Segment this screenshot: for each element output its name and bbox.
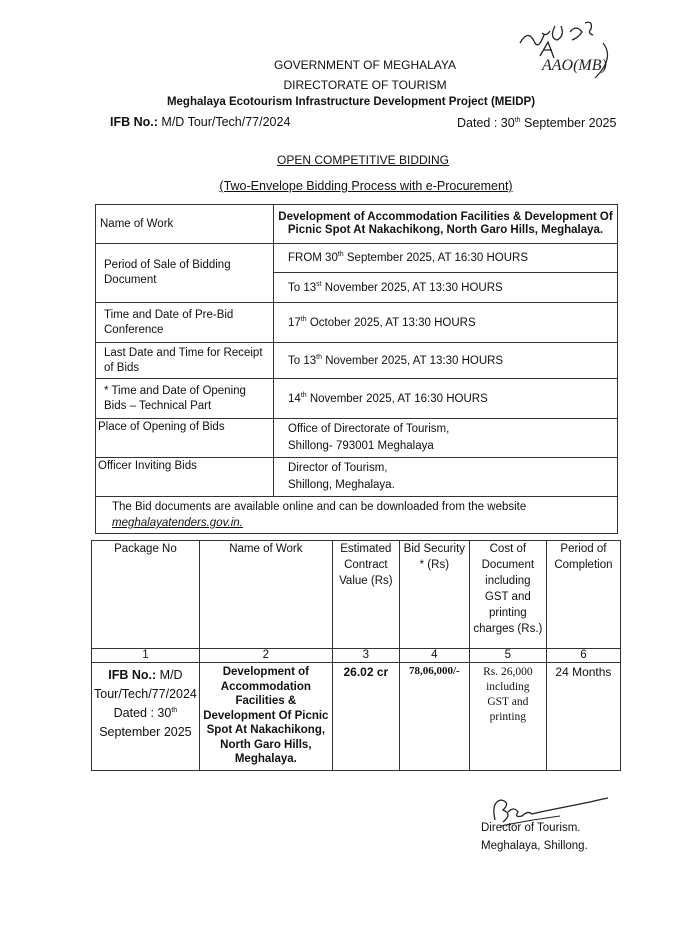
row-sale-period <box>96 244 618 273</box>
package-period: 24 Months <box>546 663 620 771</box>
package-ifb-cell: IFB No.: M/D Tour/Tech/77/2024 Dated : 30th September 2025 <box>92 663 200 771</box>
row-note <box>96 497 618 534</box>
row-name-of-work <box>96 205 618 244</box>
row-opening <box>96 379 618 419</box>
col-period: Period of Completion <box>546 541 620 649</box>
bid-documents-note: The Bid documents are available online and can be downloaded from the website meghalayatenders.gov.in. <box>96 497 618 534</box>
col-bid-security: Bid Security * (Rs) <box>399 541 469 649</box>
name-of-work-label: Name of Work <box>96 205 274 244</box>
name-of-work-value: Development of Accommodation Facilities & Development Of Picnic Spot At Nakachikong, North Garo Hills, Meghalaya. <box>274 205 618 244</box>
col-num-3: 3 <box>332 649 399 663</box>
signature-title: Director of Tourism. <box>481 822 581 834</box>
prebid-value: 17th October 2025, AT 13:30 HOURS <box>274 303 618 343</box>
bidding-subtitle: (Two-Envelope Bidding Process with e-Procurement) <box>219 179 513 193</box>
opening-label: * Time and Date of Opening Bids – Technical Part <box>96 379 274 419</box>
package-bid-security: 78,06,000/- <box>399 663 469 771</box>
package-estimated-value: 26.02 cr <box>332 663 399 771</box>
column-numbers-row <box>92 649 621 663</box>
col-estimated-value: Estimated Contract Value (Rs) <box>332 541 399 649</box>
signature-location: Meghalaya, Shillong. <box>481 840 588 852</box>
place-label: Place of Opening of Bids <box>96 419 274 458</box>
col-cost-of-document: Cost of Document including GST and printing charges (Rs.) <box>469 541 546 649</box>
prebid-label: Time and Date of Pre-Bid Conference <box>96 303 274 343</box>
col-num-2: 2 <box>199 649 332 663</box>
sale-from: FROM 30th September 2025, AT 16:30 HOURS <box>274 244 618 273</box>
receipt-value: To 13th November 2025, AT 13:30 HOURS <box>274 343 618 379</box>
opening-value: 14th November 2025, AT 16:30 HOURS <box>274 379 618 419</box>
col-num-6: 6 <box>546 649 620 663</box>
officer-value: Director of Tourism, Shillong, Meghalaya. <box>274 458 618 497</box>
place-value: Office of Directorate of Tourism, Shillong- 793001 Meghalaya <box>274 419 618 458</box>
project-heading: Meghalaya Ecotourism Infrastructure Development Project (MEIDP) <box>166 96 536 108</box>
sale-to: To 13st November 2025, AT 13:30 HOURS <box>274 273 618 303</box>
row-place <box>96 419 618 458</box>
dated-line: Dated : 30th September 2025 <box>457 116 617 130</box>
directorate-heading: DIRECTORATE OF TOURISM <box>283 78 447 92</box>
receipt-label: Last Date and Time for Receipt of Bids <box>96 343 274 379</box>
tenders-website-link[interactable]: meghalayatenders.gov.in. <box>112 517 243 529</box>
col-num-5: 5 <box>469 649 546 663</box>
col-package-no: Package No <box>92 541 200 649</box>
government-heading: GOVERNMENT OF MEGHALAYA <box>273 58 457 72</box>
col-num-1: 1 <box>92 649 200 663</box>
package-cost-of-document: Rs. 26,000 including GST and printing <box>469 663 546 771</box>
row-receipt <box>96 343 618 379</box>
officer-label: Officer Inviting Bids <box>96 458 274 497</box>
package-data-row <box>92 663 621 771</box>
ifb-number: IFB No.: M/D Tour/Tech/77/2024 <box>110 115 291 129</box>
package-name-of-work: Development of Accommodation Facilities & Development Of Picnic Spot At Nakachikong, North Garo Hills, Meghalaya. <box>199 663 332 771</box>
bidding-title: OPEN COMPETITIVE BIDDING <box>276 153 450 167</box>
package-header-row <box>92 541 621 649</box>
row-officer <box>96 458 618 497</box>
package-table <box>91 540 621 771</box>
sale-period-label: Period of Sale of Bidding Document <box>96 244 274 303</box>
row-prebid <box>96 303 618 343</box>
handwritten-initials <box>500 18 620 83</box>
bid-details-table <box>95 204 618 534</box>
col-name-of-work: Name of Work <box>199 541 332 649</box>
col-num-4: 4 <box>399 649 469 663</box>
svg-text:AAO(MB): AAO(MB) <box>542 57 607 74</box>
